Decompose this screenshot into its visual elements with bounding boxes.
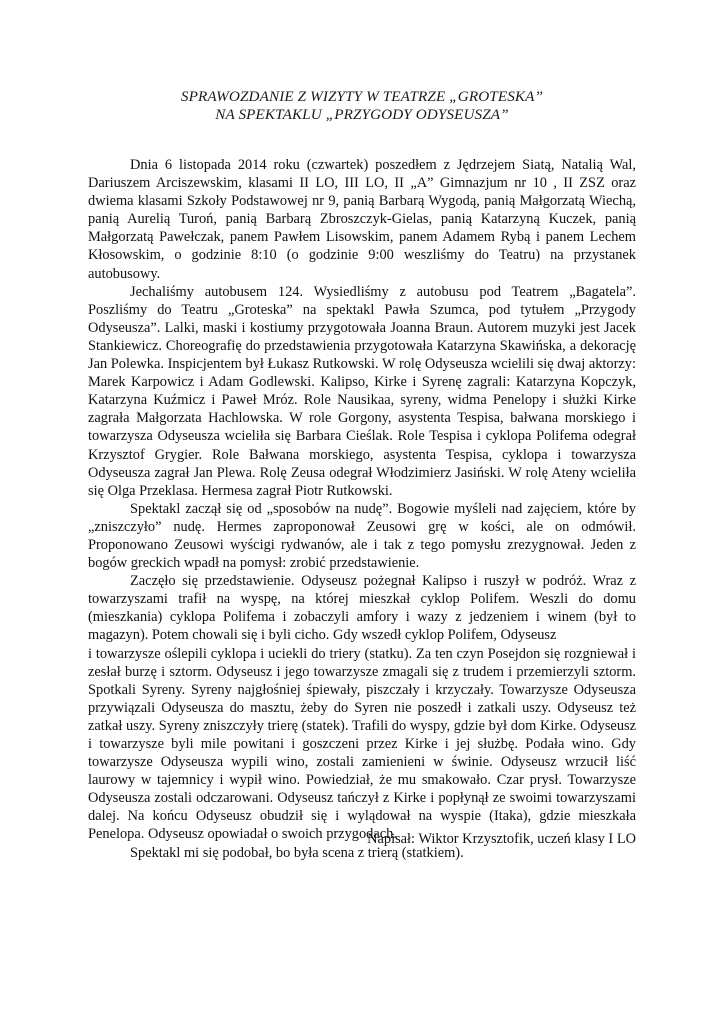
report-body <box>88 156 636 862</box>
author-signature: Napisał: Wiktor Krzysztofik, uczeń klasy I LO <box>367 831 636 847</box>
paragraph-opinion: Spektakl mi się podobał, bo była scena z trierą (statkiem). <box>130 844 464 861</box>
title-line-1: SPRAWOZDANIE Z WIZYTY W TEATRZE „GROTESKA” <box>180 88 544 105</box>
paragraph-performance-continued: i towarzysze oślepili cyklopa i uciekli do triery (statku). Za ten czyn Posejdon się rozgniewał i zesłał burzę i sztorm. Odyseusz i jego towarzysze zmagali się z trudem i przemierzyli sztorm. Spotkali Syreny. Syreny najgłośniej śpiewały, piszczały i krzyczały. Towarzysze Odyseusza przywiązali Odyseusza do masztu, żeby do Syren nie poszedł i zatkali uszy. Odyseusz też zatkał uszy. Syreny zniszczyły trierę (statek). Trafili do wyspy, gdzie był dom Kirke. Odyseusz i towarzysze byli mile powitani i goszczeni przez Kirke i jej służbę. Podała wino. Gdy towarzysze Odyseusza wypili wino, zostali zamienieni w świnie. Odyseusz wrzucił liść laurowy w tajemnicy i wypił wino. Powiedział, że mu smakowało. Czar prysł. Towarzysze Odyseusza zostali odczarowani. Odyseusz tańczył z Kirke i popłynął ze swoimi towarzyszami dalej. Na końcu Odyseusz obudził się i wylądował na wyspie (Itaka), gdzie mieszkała Penelopa. Odyseusz opowiadał o swoich przygodach. <box>88 645 636 843</box>
paragraph-performance-start: Zaczęło się przedstawienie. Odyseusz pożegnał Kalipso i ruszył w podróż. Wraz z towarzyszami trafił na wyspę, na której mieszkał cyklop Polifem. Weszli do domu (mieszkania) cyklopa Polifema i zobaczyli amfory i wazy z jedzeniem i winem (był to magazyn). Potem chowali się i byli cicho. Gdy wszedł cyklop Polifem, Odyseusz <box>88 573 636 644</box>
paragraph-cast-and-crew: Jechaliśmy autobusem 124. Wysiedliśmy z autobusu pod Teatrem „Bagatela”. Poszliśmy do Teatru „Groteska” na spektakl Pawła Szumca, pod tytułem „Przygody Odyseusza”. Lalki, maski i kostiumy przygotowała Joanna Braun. Autorem muzyki jest Jacek Stankiewicz. Choreografię do przedstawienia przygotowała Katarzyna Skawińska, a dekorację Jan Polewka. Inspicjentem był Łukasz Rutkowski. W rolę Odyseusza wcielili się dwaj aktorzy: Marek Karpowicz i Adam Godlewski. Kalipso, Kirke i Syrenę zagrali: Katarzyna Kopczyk, Katarzyna Kuźmicz i Paweł Mróz. Role Nausikaa, syreny, widma Penelopy i służki Kirke zagrała Małgorzata Hachlowska. W role Gorgony, asystenta Tespisa, bałwana morskiego i towarzysza Odyseusza wcieliła się Barbara Cieślak. Role Tespisa i cyklopa Polifema odegrał Krzysztof Grygier. Role Bałwana morskiego, asystenta Tespisa, cyklopa i towarzysza Odyseusza zagrał Jan Plewa. Rolę Zeusa odegrał Włodzimierz Jasiński. W rolę Ateny wcieliła się Olga Przeklasa. Hermesa zagrał Piotr Rutkowski. <box>88 283 636 499</box>
paragraph-trip-participants: Dnia 6 listopada 2014 roku (czwartek) poszedłem z Jędrzejem Siatą, Natalią Wal, Dariuszem Arciszewskim, klasami II LO, III LO, II „A” Gimnazjum nr 10 , II ZSZ oraz dwiema klasami Szkoły Podstawowej nr 9, panią Barbarą Wygodą, panią Małgorzatą Wiechą, panią Aurelią Turoń, panią Barbarą Zbroszczyk-Gielas, panią Katarzyną Kuczek, panią Małgorzatą Pawełczak, panem Pawłem Lisowskim, panem Adamem Rybą i panem Lechem Kłosowskim, o godzinie 8:10 (o godzinie 9:00 weszliśmy do Teatru) na przystanek autobusowy. <box>88 157 636 282</box>
paragraph-gods-boredom: Spektakl zaczął się od „sposobów na nudę”. Bogowie myśleli nad zajęciem, które by „zniszczyło” nudę. Hermes zaproponował Zeusowi grę w kości, ale on odmówił. Proponowano Zeusowi wyścigi rydwanów, ale i tak z tego pomysłu zrezygnował. Jeden z bogów greckich wpadł na pomysł: zrobić przedstawienie. <box>88 500 636 572</box>
document-title <box>88 88 636 124</box>
title-line-2: NA SPEKTAKLU „PRZYGODY ODYSEUSZA” <box>215 106 509 123</box>
